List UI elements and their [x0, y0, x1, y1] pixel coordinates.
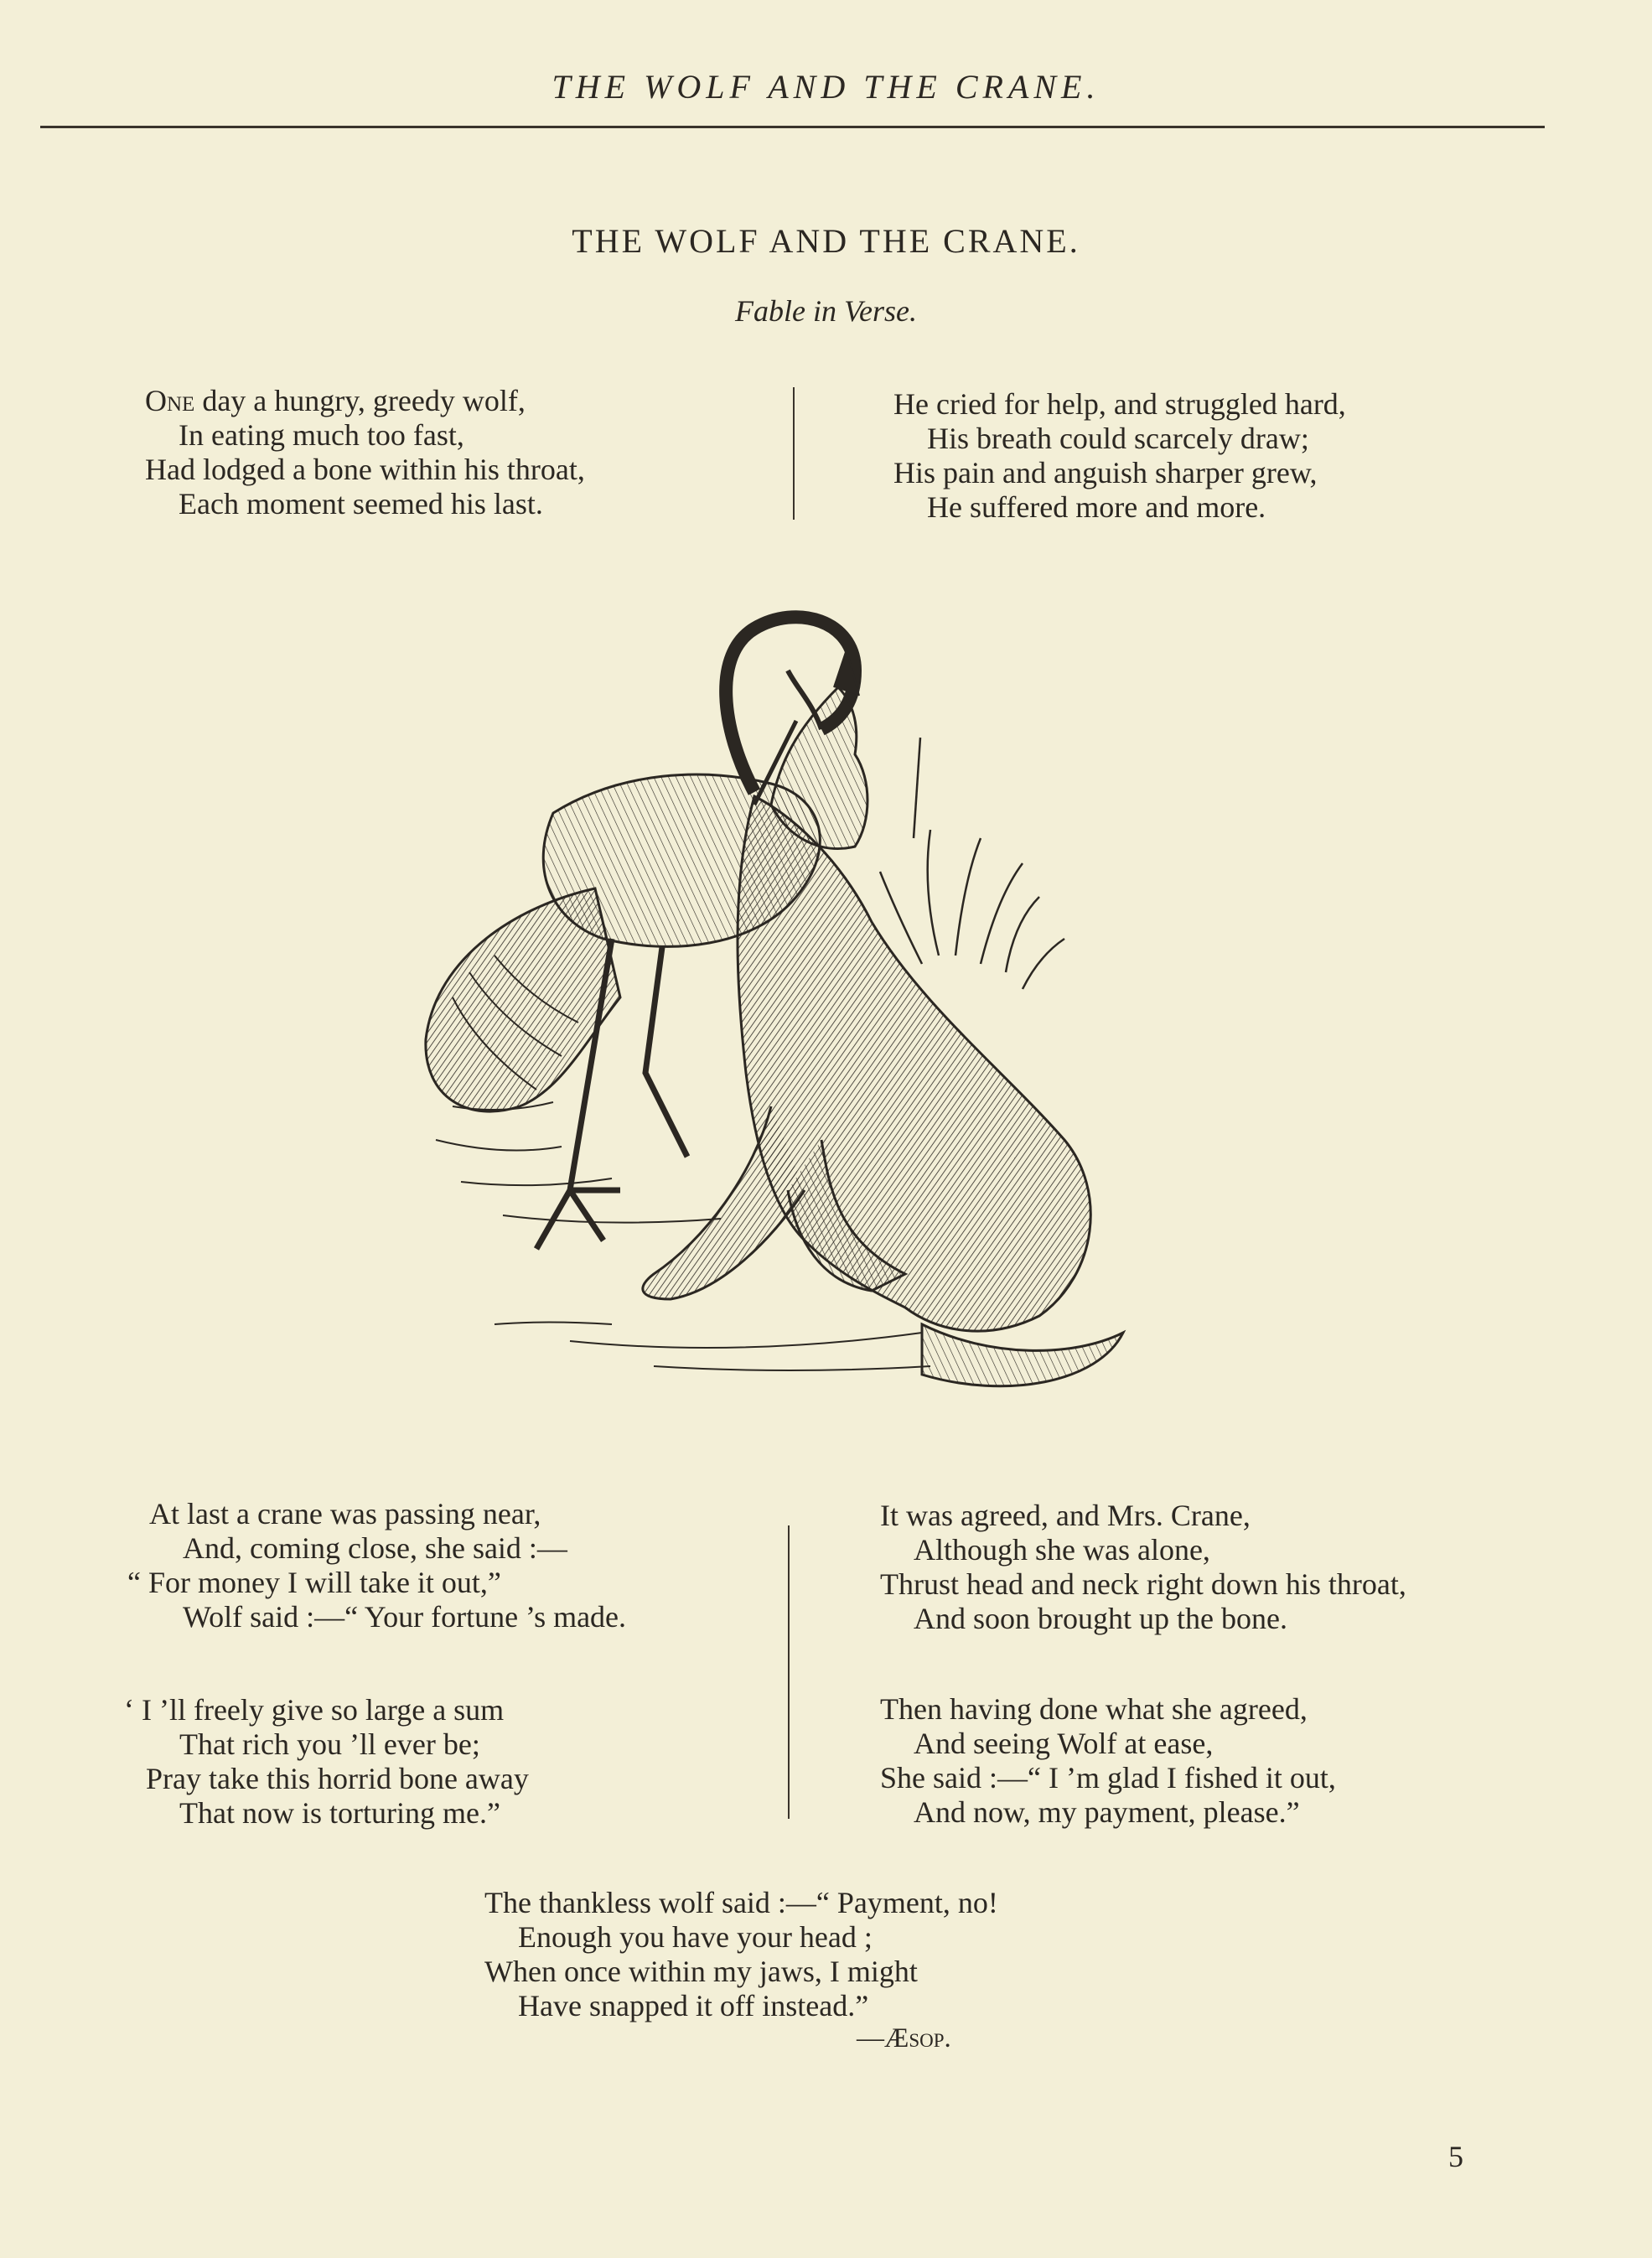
stanza-4 — [124, 1693, 529, 1831]
column-divider-top — [793, 387, 795, 520]
verse-line: In eating much too fast, — [179, 418, 464, 452]
column-divider-bottom — [788, 1525, 790, 1819]
verse-line: And, coming close, she said :— — [183, 1531, 567, 1565]
verse-line: Had lodged a bone within his throat, — [145, 453, 585, 486]
verse-line: And seeing Wolf at ease, — [914, 1727, 1214, 1760]
poem-subtitle: Fable in Verse. — [735, 294, 917, 328]
verse-line: Enough you have your head ; — [518, 1920, 873, 1954]
running-head: THE WOLF AND THE CRANE. — [552, 68, 1100, 106]
verse-line: And soon brought up the bone. — [914, 1602, 1287, 1635]
stanza-1 — [145, 384, 585, 521]
verse-line: One day a hungry, greedy wolf, — [145, 384, 526, 417]
drop-word: One — [145, 384, 195, 417]
verse-line: ‘ I ’ll freely give so large a sum — [124, 1693, 505, 1727]
verse-line: Thrust head and neck right down his throat, — [880, 1567, 1406, 1601]
verse-line: Have snapped it off instead.” — [518, 1989, 869, 2022]
verse-line: Pray take this horrid bone away — [146, 1762, 529, 1795]
page-number: 5 — [1448, 2140, 1463, 2173]
grass — [880, 738, 1064, 989]
wolf-and-crane-illustration — [402, 603, 1173, 1425]
verse-line: His pain and anguish sharper grew, — [893, 456, 1318, 489]
stanza-6 — [880, 1692, 1336, 1830]
stanza-7 — [484, 1886, 998, 2023]
stanza-5 — [880, 1499, 1406, 1636]
verse-line: And now, my payment, please.” — [914, 1795, 1300, 1829]
verse-line: When once within my jaws, I might — [484, 1955, 918, 1988]
author-signature: —Æsop. — [857, 2023, 951, 2053]
verse-line: Then having done what she agreed, — [880, 1692, 1308, 1726]
verse-line: His breath could scarcely draw; — [927, 422, 1309, 455]
verse-line: That now is torturing me.” — [179, 1796, 500, 1830]
verse-line: She said :—“ I ’m glad I fished it out, — [880, 1761, 1336, 1794]
verse-line: That rich you ’ll ever be; — [179, 1727, 480, 1761]
header-rule — [40, 126, 1545, 128]
verse-line: The thankless wolf said :—“ Payment, no! — [484, 1886, 998, 1919]
verse-line: Although she was alone, — [914, 1533, 1210, 1567]
verse-line: Each moment seemed his last. — [179, 487, 543, 520]
stanza-3 — [127, 1497, 627, 1634]
stanza-2 — [893, 387, 1346, 525]
verse-line: He cried for help, and struggled hard, — [893, 387, 1346, 421]
verse-line: At last a crane was passing near, — [149, 1497, 541, 1530]
verse-line: He suffered more and more. — [927, 490, 1266, 524]
verse-line: Wolf said :—“ Your fortune ’s made. — [183, 1600, 627, 1634]
verse-line: “ For money I will take it out,” — [127, 1566, 501, 1599]
poem-title: THE WOLF AND THE CRANE. — [572, 222, 1080, 260]
verse-line: It was agreed, and Mrs. Crane, — [880, 1499, 1251, 1532]
